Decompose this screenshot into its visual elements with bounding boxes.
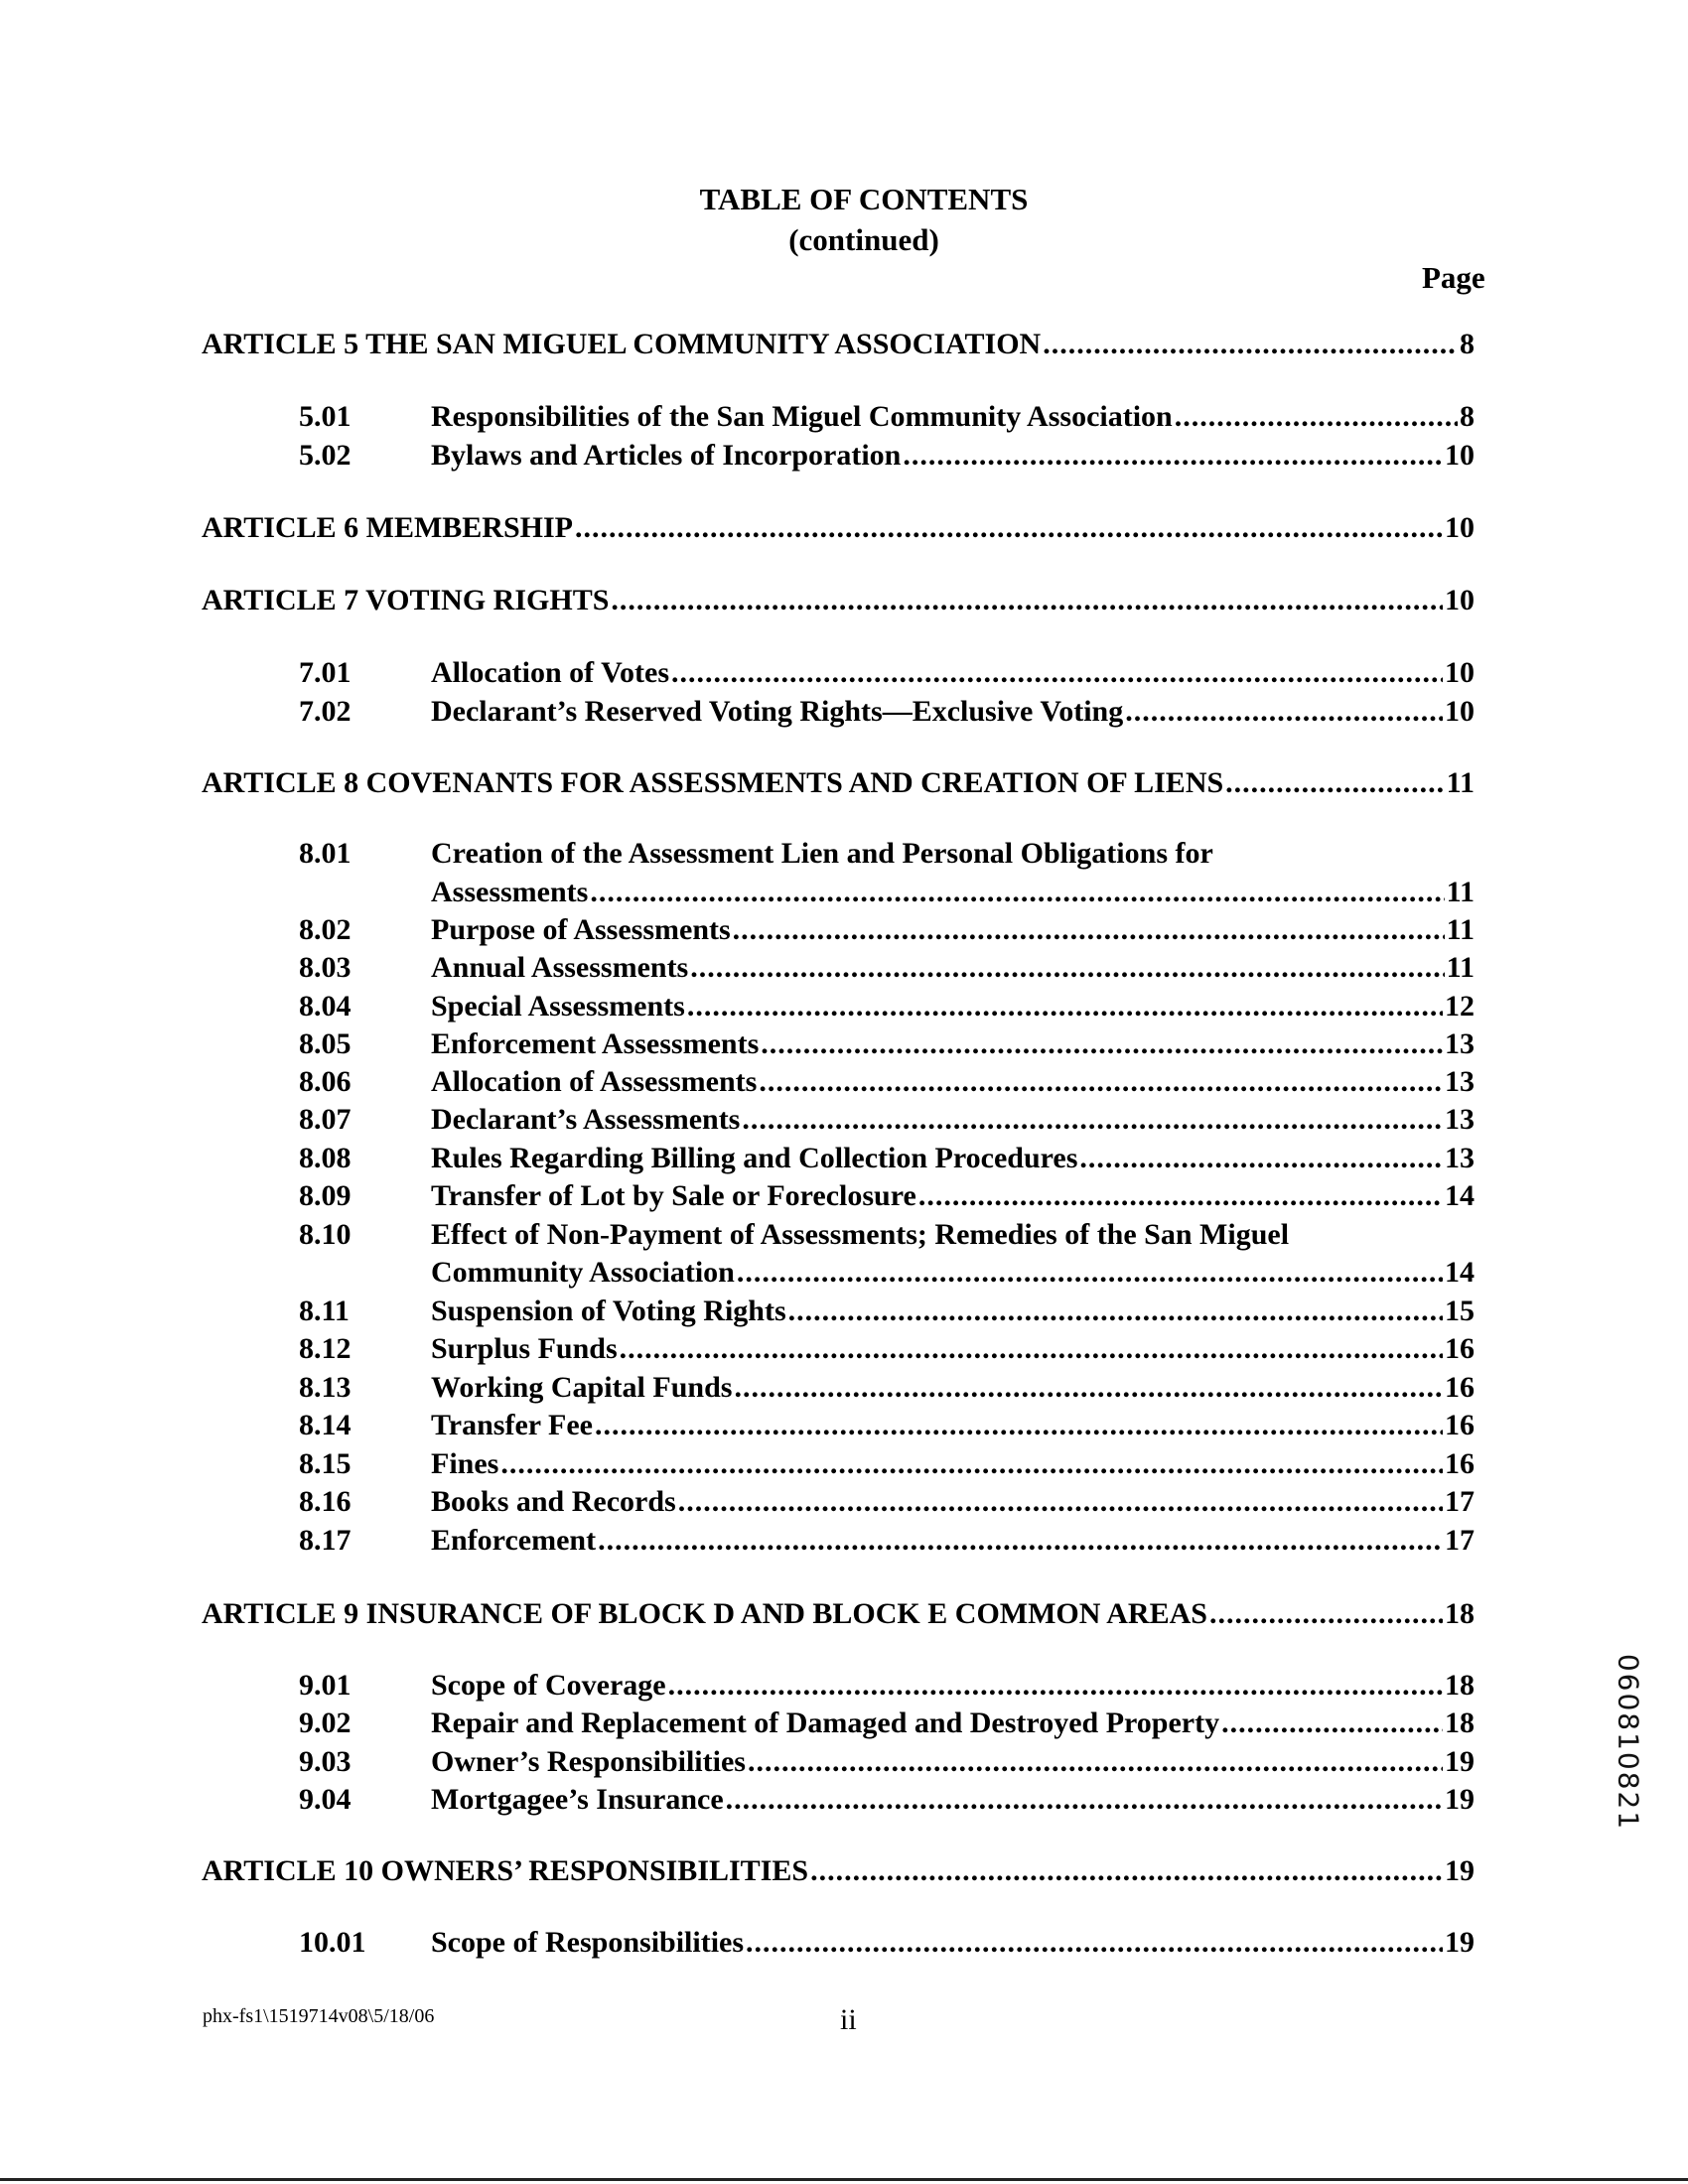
leader-dots bbox=[595, 1409, 1443, 1442]
leader-dots bbox=[1175, 400, 1458, 434]
leader-dots bbox=[742, 1103, 1443, 1137]
page-number: 16 bbox=[1445, 1332, 1475, 1365]
toc-article-9: ARTICLE 9 INSURANCE OF BLOCK D AND BLOCK E COMMON AREAS ..... 18 bbox=[202, 1597, 1475, 1633]
leader-dots bbox=[678, 1485, 1443, 1519]
scan-edge-line bbox=[0, 2178, 1688, 2181]
page-number: 11 bbox=[1446, 876, 1475, 908]
page-number: 16 bbox=[1445, 1371, 1475, 1404]
page-number: 14 bbox=[1445, 1256, 1475, 1289]
toc-article-8: ARTICLE 8 COVENANTS FOR ASSESSMENTS AND CREATION OF LIENS ..... 11 bbox=[202, 766, 1475, 802]
leader-dots bbox=[575, 511, 1443, 545]
toc-section-8-04: Special Assessments ..... 12 bbox=[431, 990, 1475, 1025]
toc-section-8-02: Purpose of Assessments ..... 11 bbox=[431, 913, 1475, 949]
section-number: 8.17 bbox=[299, 1524, 352, 1557]
page-number: 18 bbox=[1445, 1669, 1475, 1702]
leader-dots bbox=[746, 1926, 1443, 1960]
section-title-line: Effect of Non-Payment of Assessments; Remedies of the San Miguel bbox=[431, 1218, 1290, 1251]
section-number: 7.02 bbox=[299, 695, 352, 728]
leader-dots bbox=[690, 951, 1444, 985]
page-number: 16 bbox=[1445, 1409, 1475, 1441]
toc-section-8-03: Annual Assessments ..... 11 bbox=[431, 951, 1475, 987]
section-number: 8.02 bbox=[299, 913, 352, 946]
section-number: 8.11 bbox=[299, 1295, 350, 1327]
page-number: 10 bbox=[1445, 439, 1475, 472]
leader-dots bbox=[611, 584, 1443, 617]
toc-section-8-05: Enforcement Assessments ..... 13 bbox=[431, 1027, 1475, 1063]
toc-section-8-16: Books and Records ..... 17 bbox=[431, 1485, 1475, 1521]
toc-section-5-02: Bylaws and Articles of Incorporation ..... 10 bbox=[431, 439, 1475, 475]
toc-section-5-01: Responsibilities of the San Miguel Community Association ..... 8 bbox=[431, 400, 1475, 436]
toc-article-5: ARTICLE 5 THE SAN MIGUEL COMMUNITY ASSOCIATION ..... 8 bbox=[202, 328, 1475, 363]
page-number: 11 bbox=[1446, 913, 1475, 946]
footer-page-number: ii bbox=[840, 2003, 857, 2036]
recording-stamp bbox=[1609, 1613, 1648, 1871]
page-number: 10 bbox=[1445, 584, 1475, 616]
page-number: 8 bbox=[1460, 400, 1475, 433]
page-number: 18 bbox=[1445, 1597, 1475, 1630]
section-number: 8.14 bbox=[299, 1409, 352, 1441]
leader-dots bbox=[734, 1371, 1443, 1405]
section-number: 8.08 bbox=[299, 1142, 352, 1174]
document-code: phx-fs1\1519714v08\5/18/06 bbox=[203, 2005, 435, 2027]
toc-section-8-07: Declarant’s Assessments ..... 13 bbox=[431, 1103, 1475, 1139]
page-number: 19 bbox=[1445, 1854, 1475, 1887]
section-number: 9.03 bbox=[299, 1745, 352, 1778]
toc-section-9-04: Mortgagee’s Insurance ..... 19 bbox=[431, 1783, 1475, 1819]
leader-dots bbox=[671, 656, 1443, 690]
toc-section-8-13: Working Capital Funds ..... 16 bbox=[431, 1371, 1475, 1407]
section-number: 8.10 bbox=[299, 1218, 352, 1251]
section-number: 8.03 bbox=[299, 951, 352, 984]
section-number: 8.01 bbox=[299, 837, 352, 870]
section-number: 9.04 bbox=[299, 1783, 352, 1816]
leader-dots bbox=[761, 1027, 1443, 1061]
leader-dots bbox=[1079, 1142, 1443, 1175]
toc-section-7-01: Allocation of Votes ..... 10 bbox=[431, 656, 1475, 692]
toc-section-8-08: Rules Regarding Billing and Collection Procedures ..... 13 bbox=[431, 1142, 1475, 1177]
stamp-number: 060810821 bbox=[1612, 1653, 1645, 1832]
page-number: 12 bbox=[1445, 990, 1475, 1023]
toc-article-10: ARTICLE 10 OWNERS’ RESPONSIBILITIES ..... 19 bbox=[202, 1854, 1475, 1890]
page-number: 19 bbox=[1445, 1926, 1475, 1959]
leader-dots bbox=[737, 1256, 1443, 1290]
toc-section-8-14: Transfer Fee ..... 16 bbox=[431, 1409, 1475, 1444]
page-number: 11 bbox=[1446, 766, 1475, 799]
page-number: 17 bbox=[1445, 1485, 1475, 1518]
toc-section-10-01: Scope of Responsibilities ..... 19 bbox=[431, 1926, 1475, 1962]
leader-dots bbox=[598, 1524, 1443, 1558]
page-number: 10 bbox=[1445, 511, 1475, 544]
leader-dots bbox=[500, 1447, 1443, 1481]
section-number: 8.09 bbox=[299, 1179, 352, 1212]
toc-subtitle: (continued) bbox=[788, 222, 939, 257]
section-number: 8.13 bbox=[299, 1371, 352, 1404]
leader-dots bbox=[810, 1854, 1443, 1888]
page-number: 13 bbox=[1445, 1027, 1475, 1060]
toc-section-9-02: Repair and Replacement of Damaged and Destroyed Property ..... 18 bbox=[431, 1706, 1475, 1742]
page-number: 11 bbox=[1446, 951, 1475, 984]
leader-dots bbox=[1043, 328, 1458, 361]
section-number: 9.01 bbox=[299, 1669, 352, 1702]
leader-dots bbox=[1209, 1597, 1443, 1631]
leader-dots bbox=[733, 913, 1445, 947]
toc-section-8-11: Suspension of Voting Rights ..... 15 bbox=[431, 1295, 1475, 1330]
toc-section-9-01: Scope of Coverage ..... 18 bbox=[431, 1669, 1475, 1705]
section-number: 8.12 bbox=[299, 1332, 352, 1365]
toc-section-8-06: Allocation of Assessments ..... 13 bbox=[431, 1065, 1475, 1101]
toc-article-7: ARTICLE 7 VOTING RIGHTS ..... 10 bbox=[202, 584, 1475, 619]
page-number: 13 bbox=[1445, 1142, 1475, 1174]
page-number: 10 bbox=[1445, 656, 1475, 689]
page-number: 18 bbox=[1445, 1706, 1475, 1739]
toc-section-8-10: Community Association ..... 14 bbox=[431, 1256, 1475, 1292]
toc-section-8-15: Fines ..... 16 bbox=[431, 1447, 1475, 1483]
section-number: 5.02 bbox=[299, 439, 352, 472]
toc-section-8-17: Enforcement ..... 17 bbox=[431, 1524, 1475, 1560]
page-number: 13 bbox=[1445, 1065, 1475, 1098]
leader-dots bbox=[1225, 766, 1444, 800]
leader-dots bbox=[903, 439, 1443, 473]
page-number: 14 bbox=[1445, 1179, 1475, 1212]
page-number: 8 bbox=[1460, 328, 1475, 360]
leader-dots bbox=[668, 1669, 1443, 1703]
section-number: 8.05 bbox=[299, 1027, 352, 1060]
leader-dots bbox=[1221, 1706, 1443, 1740]
leader-dots bbox=[918, 1179, 1443, 1213]
leader-dots bbox=[590, 876, 1444, 909]
page-number: 17 bbox=[1445, 1524, 1475, 1557]
toc-section-8-12: Surplus Funds ..... 16 bbox=[431, 1332, 1475, 1368]
leader-dots bbox=[759, 1065, 1443, 1099]
leader-dots bbox=[788, 1295, 1443, 1328]
leader-dots bbox=[687, 990, 1443, 1024]
page-number: 16 bbox=[1445, 1447, 1475, 1480]
toc-section-9-03: Owner’s Responsibilities ..... 19 bbox=[431, 1745, 1475, 1781]
section-title-line: Creation of the Assessment Lien and Personal Obligations for bbox=[431, 837, 1213, 870]
section-number: 8.16 bbox=[299, 1485, 352, 1518]
section-number: 7.01 bbox=[299, 656, 352, 689]
leader-dots bbox=[748, 1745, 1443, 1779]
page-number: 19 bbox=[1445, 1783, 1475, 1816]
page-number: 15 bbox=[1445, 1295, 1475, 1327]
page-number: 10 bbox=[1445, 695, 1475, 728]
toc-section-7-02: Declarant’s Reserved Voting Rights—Exclusive Voting ..... 10 bbox=[431, 695, 1475, 731]
section-number: 9.02 bbox=[299, 1706, 352, 1739]
toc-section-8-01: Assessments ..... 11 bbox=[431, 876, 1475, 911]
leader-dots bbox=[726, 1783, 1443, 1817]
section-number: 8.04 bbox=[299, 990, 352, 1023]
section-number: 5.01 bbox=[299, 400, 352, 433]
toc-section-8-09: Transfer of Lot by Sale or Foreclosure ..... 14 bbox=[431, 1179, 1475, 1215]
toc-title: TABLE OF CONTENTS bbox=[699, 182, 1029, 216]
section-number: 8.15 bbox=[299, 1447, 352, 1480]
page-number: 13 bbox=[1445, 1103, 1475, 1136]
leader-dots bbox=[620, 1332, 1443, 1366]
page-column-label: Page bbox=[1422, 260, 1485, 295]
section-number: 8.07 bbox=[299, 1103, 352, 1136]
leader-dots bbox=[1125, 695, 1443, 729]
toc-article-6: ARTICLE 6 MEMBERSHIP ..... 10 bbox=[202, 511, 1475, 547]
section-number: 8.06 bbox=[299, 1065, 352, 1098]
section-number: 10.01 bbox=[299, 1926, 366, 1959]
page-number: 19 bbox=[1445, 1745, 1475, 1778]
